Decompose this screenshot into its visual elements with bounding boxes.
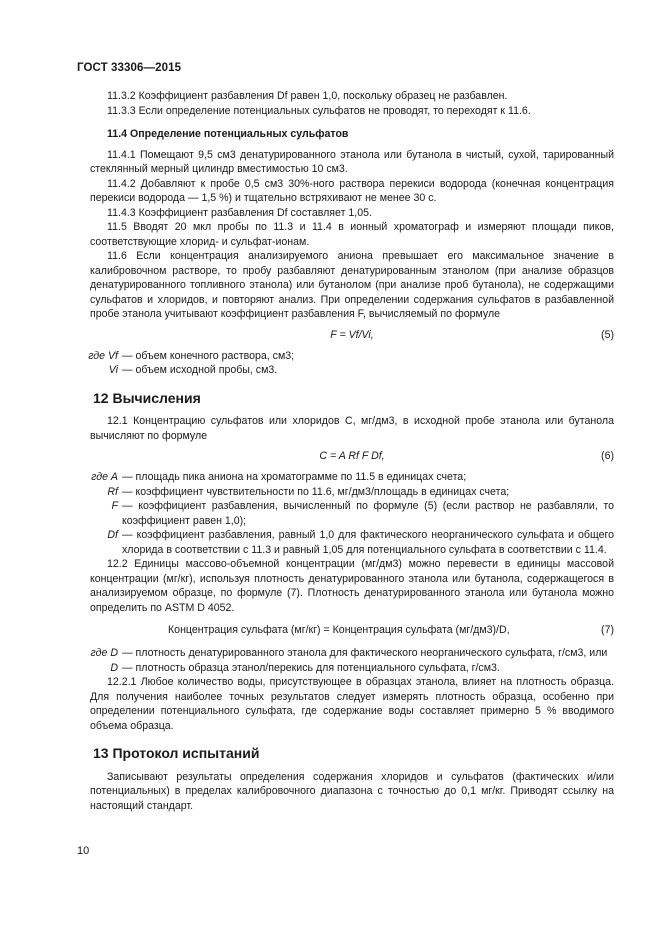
- paragraph-12-2: 12.2 Единицы массово-объемной концентрации (мг/дм3) можно перевести в единицы массовой концентрации (мг/кг), используя плотность денатурированного этанола или бутанола, содержащегося в анализируемом образце, по формуле (7). Плотность денатурированного этанола или бутанола можно определить по ASTM D 4052.: [90, 558, 614, 614]
- where-symbol: D: [110, 661, 118, 674]
- where-symbol: Df: [107, 529, 118, 541]
- paragraph-12-2-1: 12.2.1 Любое количество воды, присутствующее в образцах этанола, влияет на плотность образца. Для получения наиболее точных результатов следует измерять плотность образца, особенно при определении потенциального сульфата, где содержание воды составляет примерно 5 % вводимого объема образца.: [90, 676, 614, 732]
- where-list-6: [78, 470, 614, 557]
- where-symbol: где D: [90, 647, 118, 659]
- paragraph-11-3-3: 11.3.3 Если определение потенциальных сульфатов не проводят, то переходят к 11.6.: [107, 104, 531, 117]
- where-list-5: [78, 349, 614, 378]
- page-number: 10: [77, 845, 90, 857]
- document-body: [90, 89, 614, 813]
- paragraph-11-4-2: 11.4.2 Добавляют к пробе 0,5 см3 30%-ного раствора перекиси водорода (конечная концентрация перекиси водорода — 1,5 %) и тщательно встряхивают не менее 30 с.: [90, 177, 614, 204]
- where-symbol: где A: [91, 471, 118, 483]
- paragraph-11-5: 11.5 Вводят 20 мкл пробы по 11.3 и 11.4 в ионный хроматограф и измеряют площади пиков, соответствующие хлорид- и сульфат-ионам.: [90, 221, 614, 248]
- where-definition: — коэффициент разбавления, вычисленный по формуле (5) (если раствор не разбавляли, то коэффициент равен 1,0);: [122, 500, 614, 527]
- paragraph-11-6: 11.6 Если концентрация анализируемого аниона превышает его максимальное значение в калибровочном растворе, то пробу разбавляют денатурированным этанолом (при анализе образцов денатурированного топливного этанола) или бутанолом (при анализе проб бутанола), не содержащими сульфатов и хлоридов, и повторяют анализ. При определении содержания сульфатов в разбавленной пробе этанола учитывают коэффициент разбавления F, вычисляемый по формуле: [90, 250, 614, 320]
- paragraph-11-4-1: 11.4.1 Помещают 9,5 см3 денатурированного этанола или бутанола в чистый, сухой, тарированный стеклянный мерный цилиндр вместимостью 10 см3.: [90, 148, 614, 175]
- where-symbol: где Vf: [88, 349, 118, 362]
- formula-5-number: (5): [601, 328, 614, 341]
- paragraph-11-4-3: 11.4.3 Коэффициент разбавления Df составляет 1,05.: [107, 206, 372, 219]
- doc-header: ГОСТ 33306—2015: [77, 62, 182, 74]
- where-symbol: Vi: [108, 364, 118, 376]
- formula-6-number: (6): [601, 450, 614, 462]
- formula-7-number: (7): [601, 624, 614, 636]
- subheading-11-4: 11.4 Определение потенциальных сульфатов: [107, 128, 349, 140]
- where-definition: — площадь пика аниона на хроматограмме по 11.5 в единицах счета;: [122, 471, 467, 483]
- where-definition: — объем конечного раствора, см3;: [122, 349, 295, 362]
- formula-5: [90, 328, 614, 343]
- where-definition: — коэффициент чувствительности по 11.6, мг/дм3/площадь в единицах счета;: [122, 485, 510, 498]
- where-definition: — объем исходной пробы, см3.: [122, 364, 278, 376]
- where-definition: — коэффициент разбавления, равный 1,0 для фактического неорганического сульфата и общего хлорида в соответствии с 11.3 и равный 1,05 для потенциального сульфата в соответствии с 11.4.: [122, 529, 614, 556]
- formula-7: [90, 623, 614, 638]
- formula-7-text: Концентрация сульфата (мг/кг) = Концентрация сульфата (мг/дм3)/D,: [168, 624, 510, 636]
- where-definition: — плотность денатурированного этанола для фактического неорганического сульфата, г/см3, или: [122, 647, 608, 659]
- heading-12: 12 Вычисления: [93, 389, 201, 406]
- where-list-7: [78, 646, 614, 675]
- paragraph-12-1: 12.1 Концентрацию сульфатов или хлоридов C, мг/дм3, в исходной пробе этанола или бутанола вычисляют по формуле: [90, 415, 614, 442]
- formula-6: [90, 449, 614, 464]
- formula-6-text: C = A Rf F Df,: [319, 450, 385, 462]
- heading-13: 13 Протокол испытаний: [93, 745, 260, 761]
- where-symbol: F: [111, 500, 118, 512]
- where-symbol: Rf: [107, 485, 118, 498]
- paragraph-13: Записывают результаты определения содержания хлоридов и сульфатов (фактических и/или потенциальных) в пределах калибровочного диапазона с точностью до 0,1 мг/кг. Приводят ссылку на настоящий стандарт.: [90, 770, 614, 812]
- formula-5-text: F = Vf/Vi,: [330, 328, 374, 341]
- where-definition: — плотность образца этанол/перекись для потенциального сульфата, г/см3.: [122, 661, 500, 674]
- paragraph-11-3-2: 11.3.2 Коэффициент разбавления Df равен 1,0, поскольку образец не разбавлен.: [107, 90, 508, 102]
